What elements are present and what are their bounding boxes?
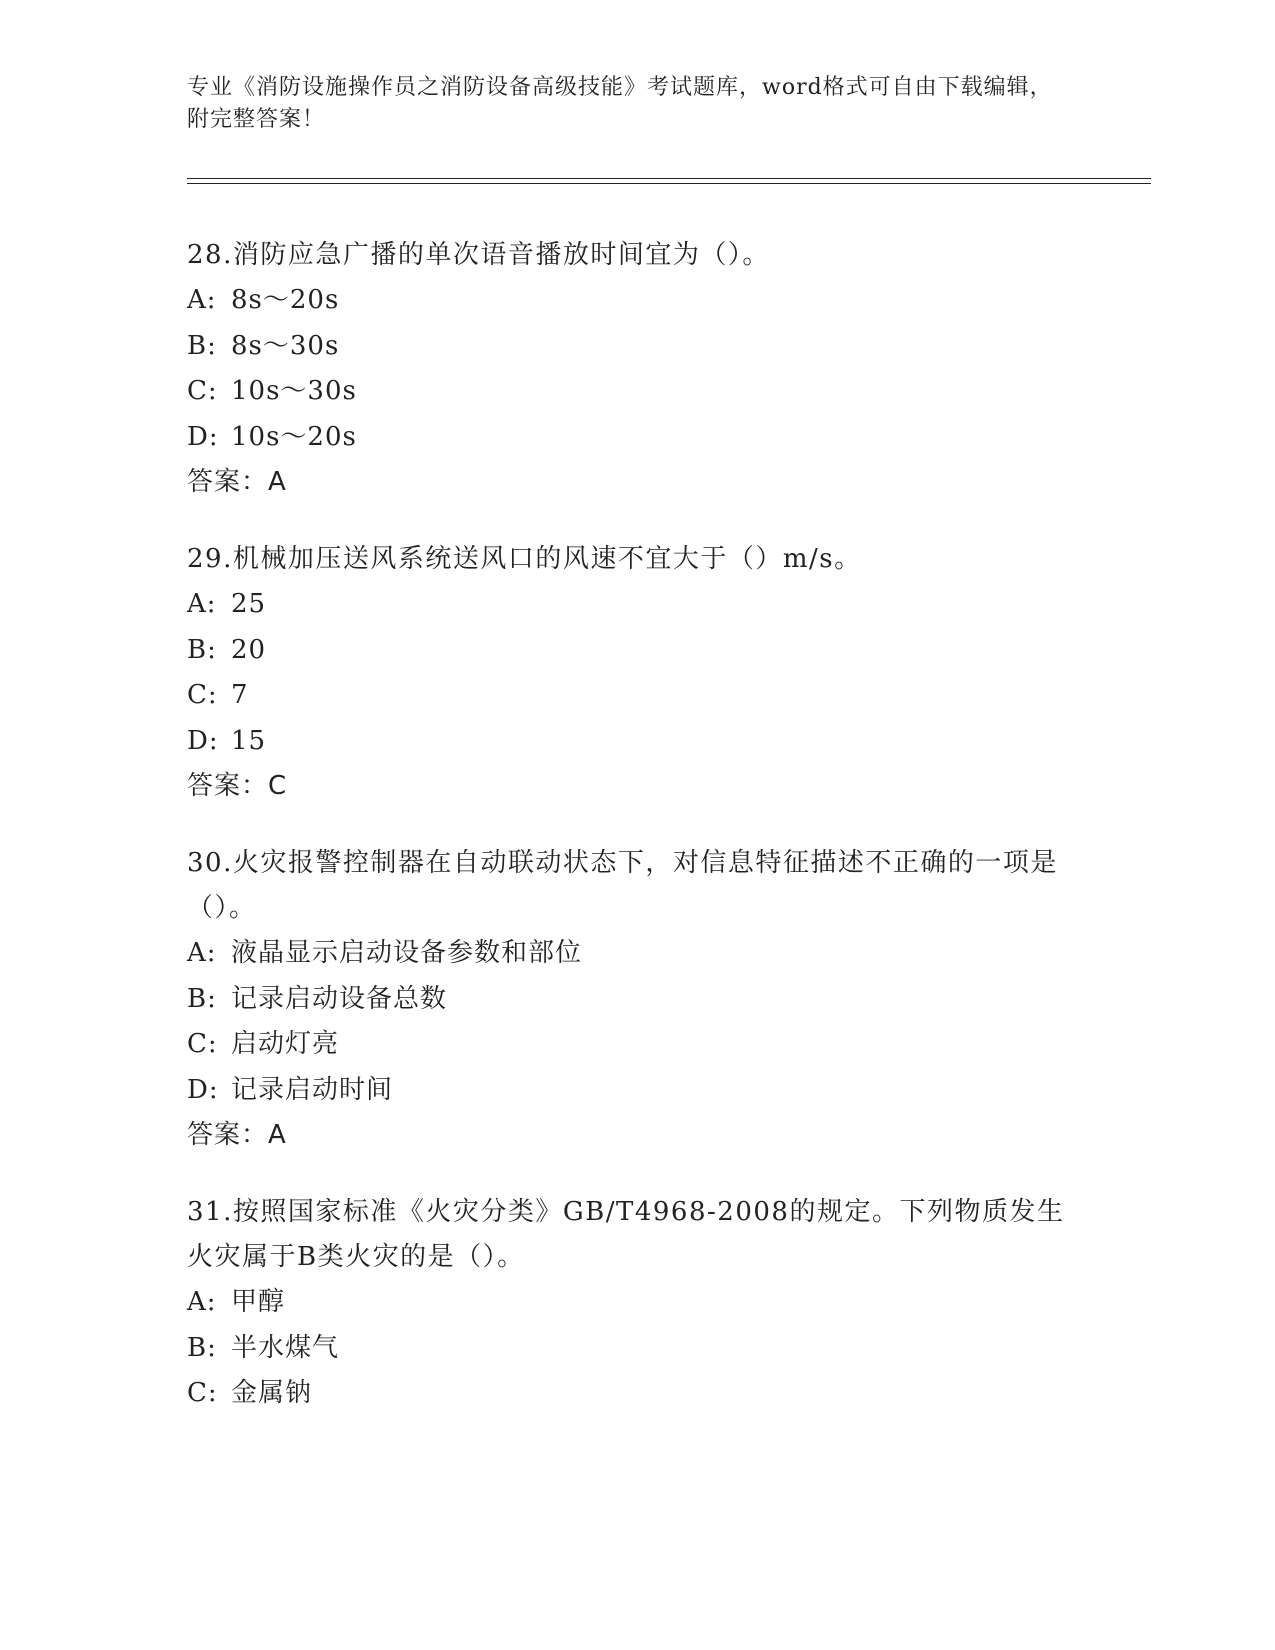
option-a xyxy=(187,1280,1087,1326)
option-text: 7 xyxy=(231,680,249,710)
option-letter: B: xyxy=(187,634,217,665)
option-letter: D: xyxy=(187,1074,219,1105)
option-text: 10s～20s xyxy=(231,421,357,452)
answer-line: 答案：A xyxy=(187,1120,287,1150)
option-letter: A: xyxy=(187,589,217,619)
option-a xyxy=(187,582,1087,628)
answer-line: 答案：A xyxy=(187,467,287,497)
option-d xyxy=(187,1068,1087,1114)
option-letter: C: xyxy=(187,1029,218,1059)
option-text: 金属钠 xyxy=(231,1378,313,1408)
question-28 xyxy=(187,233,1087,505)
option-b xyxy=(187,324,1087,370)
option-text: 液晶显示启动设备参数和部位 xyxy=(231,938,583,968)
option-c xyxy=(187,369,1087,415)
option-letter: B: xyxy=(187,1332,217,1363)
option-text: 8s～30s xyxy=(231,330,340,361)
question-list xyxy=(187,233,1087,1449)
question-stem: 31.按照国家标准《火灾分类》GB/T4968-2008的规定。下列物质发生火灾属于B类火灾的是（）。 xyxy=(187,1197,1065,1272)
header-divider-bottom xyxy=(187,183,1151,184)
option-text: 甲醇 xyxy=(231,1287,286,1317)
option-letter: A: xyxy=(187,285,217,315)
option-c xyxy=(187,1022,1087,1068)
question-stem: 28.消防应急广播的单次语音播放时间宜为（）。 xyxy=(187,240,770,270)
option-b xyxy=(187,1326,1087,1372)
option-letter: C: xyxy=(187,376,218,406)
answer-line: 答案：C xyxy=(187,771,288,801)
option-text: 记录启动时间 xyxy=(231,1074,394,1105)
option-letter: A: xyxy=(187,1287,217,1317)
option-text: 启动灯亮 xyxy=(231,1029,340,1059)
option-letter: B: xyxy=(187,983,217,1014)
option-a xyxy=(187,278,1087,324)
option-text: 10s～30s xyxy=(231,376,357,406)
option-text: 半水煤气 xyxy=(231,1332,340,1363)
option-d xyxy=(187,719,1087,765)
option-d xyxy=(187,415,1087,461)
option-c xyxy=(187,673,1087,719)
option-letter: B: xyxy=(187,330,217,361)
option-b xyxy=(187,628,1087,674)
question-stem: 29.机械加压送风系统送风口的风速不宜大于（）m/s。 xyxy=(187,544,862,574)
question-stem: 30.火灾报警控制器在自动联动状态下，对信息特征描述不正确的一项是（）。 xyxy=(187,848,1058,923)
question-30 xyxy=(187,841,1087,1158)
document-header: 专业《消防设施操作员之消防设备高级技能》考试题库，word格式可自由下载编辑，附完整答案！ xyxy=(187,75,1053,132)
option-b xyxy=(187,977,1087,1023)
option-letter: A: xyxy=(187,938,217,968)
option-letter: C: xyxy=(187,1378,218,1408)
question-31 xyxy=(187,1190,1087,1417)
option-a xyxy=(187,931,1087,977)
option-text: 20 xyxy=(231,634,267,665)
header-divider-top xyxy=(187,178,1151,179)
option-text: 25 xyxy=(231,589,267,619)
option-letter: D: xyxy=(187,421,219,452)
option-c xyxy=(187,1371,1087,1417)
option-text: 记录启动设备总数 xyxy=(231,983,448,1014)
option-text: 8s～20s xyxy=(231,285,340,315)
option-letter: C: xyxy=(187,680,218,710)
question-29 xyxy=(187,537,1087,809)
option-letter: D: xyxy=(187,725,219,756)
option-text: 15 xyxy=(231,725,267,756)
